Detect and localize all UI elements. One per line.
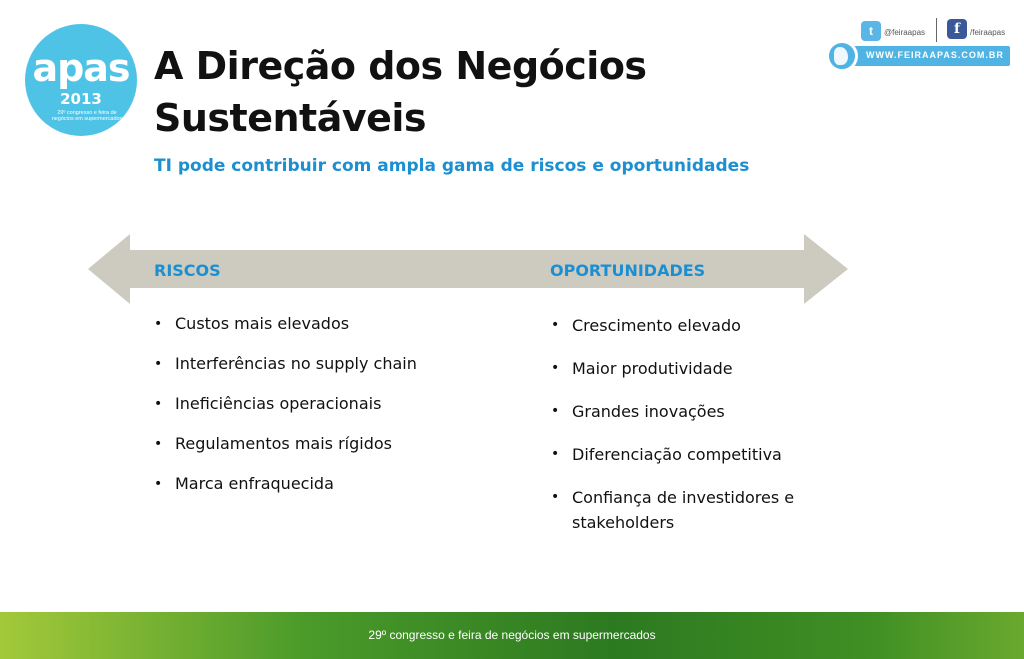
website-url[interactable]: WWW.FEIRAAPAS.COM.BR — [866, 50, 1004, 60]
twitter-icon[interactable]: t — [861, 21, 881, 41]
opportunities-header: OPORTUNIDADES — [550, 261, 706, 280]
list-item: • Custos mais elevados — [154, 314, 484, 354]
list-item: • Regulamentos mais rígidos — [154, 434, 484, 474]
globe-icon — [826, 40, 858, 72]
list-item: • Confiança de investidores e stakeholders — [551, 485, 841, 535]
facebook-icon[interactable]: f — [947, 19, 967, 39]
risks-header: RISCOS — [154, 261, 221, 280]
list-item: • Grandes inovações — [551, 399, 841, 424]
page-subtitle: TI pode contribuir com ampla gama de riscos e oportunidades — [154, 156, 750, 176]
list-item: • Maior produtividade — [551, 356, 841, 381]
list-item: • Interferências no supply chain — [154, 354, 484, 394]
social-divider — [936, 18, 937, 42]
logo-year: 2013 — [60, 90, 102, 108]
website-bar[interactable] — [844, 46, 1010, 66]
twitter-handle[interactable]: @feiraapas — [884, 28, 926, 37]
list-item: • Marca enfraquecida — [154, 474, 484, 514]
logo-brand: apas — [32, 46, 130, 90]
list-item: • Crescimento elevado — [551, 313, 841, 338]
logo-tagline: 29º congresso e feira de negócios em supermercados — [51, 110, 123, 122]
page-title: A Direção dos Negócios Sustentáveis — [154, 44, 647, 140]
footer-bar — [0, 612, 1024, 659]
list-item: • Diferenciação competitiva — [551, 442, 841, 467]
risks-list — [154, 314, 484, 514]
footer-text: 29º congresso e feira de negócios em supermercados — [368, 628, 656, 642]
apas-logo — [25, 24, 137, 136]
list-item: • Ineficiências operacionais — [154, 394, 484, 434]
facebook-handle[interactable]: /feiraapas — [970, 28, 1006, 37]
opportunities-list — [551, 313, 841, 553]
